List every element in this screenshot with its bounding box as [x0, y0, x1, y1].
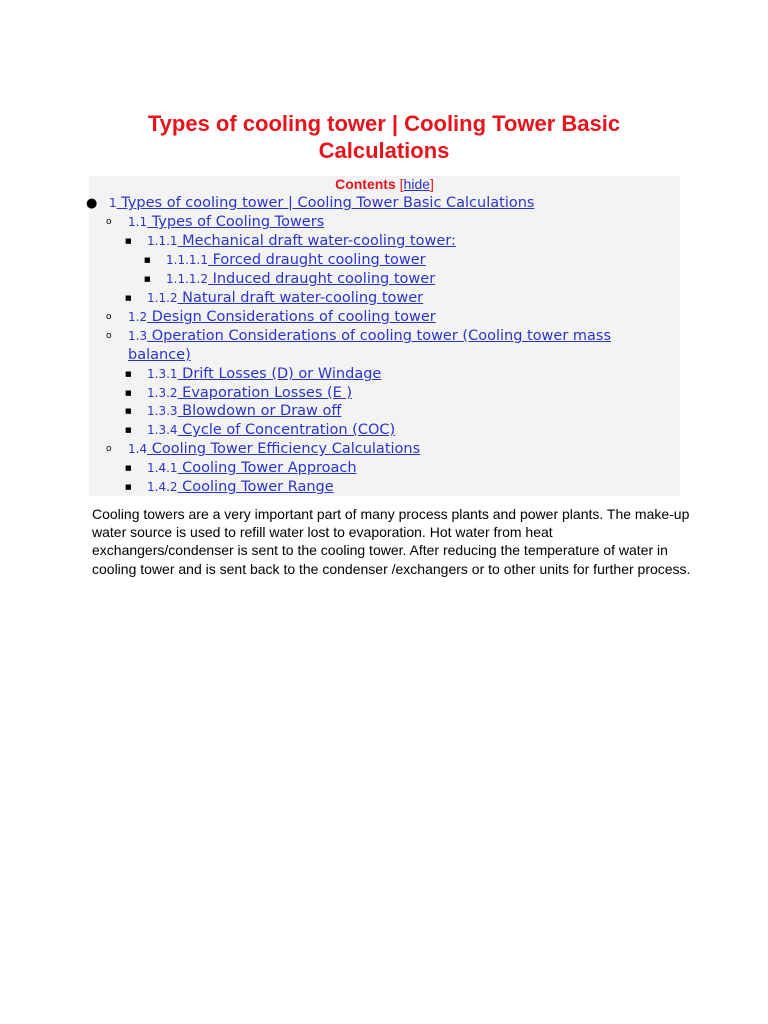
toc-item-number: 1.1.1.2: [166, 272, 208, 286]
bullet-square: ■: [125, 464, 132, 472]
toc-item-number: 1.4.1: [147, 461, 178, 475]
toc-bracket-open: [: [399, 176, 404, 192]
toc-item-1-1-1-2[interactable]: [166, 270, 435, 289]
toc-item-1-3-1[interactable]: [147, 365, 381, 384]
toc-item-link[interactable]: Blowdown or Draw off: [177, 403, 342, 419]
toc-item-1-4-1[interactable]: [147, 459, 357, 478]
toc-item-1-4-2[interactable]: [147, 478, 334, 497]
toc-item-link[interactable]: Induced draught cooling tower: [207, 271, 436, 287]
bullet-square: ■: [144, 256, 151, 264]
page-title-line-2: Calculations: [318, 138, 450, 163]
toc-item-number: 1.3.3: [147, 404, 178, 418]
bullet-square: ■: [125, 237, 132, 245]
toc-item-number: 1.1.2: [147, 291, 178, 305]
bullet-circle: o: [106, 217, 112, 227]
toc-item-number: 1.1: [128, 215, 148, 229]
toc-item-link[interactable]: Mechanical draft water-cooling tower:: [177, 233, 456, 249]
toc-item-number: 1.3.2: [147, 386, 178, 400]
toc-item-number: 1.4: [128, 442, 148, 456]
toc-item-link[interactable]: Types of Cooling Towers: [147, 214, 325, 230]
toc-item-1-1-1[interactable]: [147, 232, 456, 251]
toc-item-1-4[interactable]: [128, 440, 420, 459]
intro-paragraph: Cooling towers are a very important part of many process plants and power plants. The make-up water source is used to refill water lost to evaporation. Hot water from heat exchangers/condenser is sent to the cooling tower. After reducing the temperature of water in cooling tower and is sent back to the condenser /exchangers or to other units for further process.: [92, 506, 691, 577]
toc-item-link[interactable]: Types of cooling tower | Cooling Tower Basic Calculations: [116, 195, 535, 211]
toc-item-number: 1.2: [128, 310, 148, 324]
toc-item-1-1-1-1[interactable]: [166, 251, 426, 270]
bullet-square: ■: [125, 483, 132, 491]
toc-item-number: 1.1.1: [147, 234, 178, 248]
toc-item-link[interactable]: Drift Losses (D) or Windage: [177, 366, 382, 382]
toc-item-1[interactable]: [109, 194, 534, 213]
toc-item-1-3-4[interactable]: [147, 421, 395, 440]
toc-item-link[interactable]: Cooling Tower Approach: [177, 460, 357, 476]
toc-item-1-3-2[interactable]: [147, 384, 352, 403]
page-title: [0, 110, 768, 164]
toc-item-link[interactable]: Cooling Tower Range: [177, 479, 334, 495]
toc-title: Contents: [335, 176, 396, 192]
toc-item-number: 1.1.1.1: [166, 253, 208, 267]
toc-item-1-2[interactable]: [128, 308, 436, 327]
toc-item-number: 1.3.4: [147, 423, 178, 437]
toc-item-1-3-3[interactable]: [147, 402, 341, 421]
toc-item-1-1[interactable]: [128, 213, 324, 232]
toc-bracket-close: ]: [430, 176, 434, 192]
bullet-circle: o: [106, 444, 112, 454]
toc-item-1-3-continued[interactable]: [128, 346, 191, 365]
toc-item-1-1-2[interactable]: [147, 289, 423, 308]
bullet-square: ■: [125, 294, 132, 302]
toc-item-link[interactable]: Evaporation Losses (E ): [177, 385, 353, 401]
toc-item-link[interactable]: Cooling Tower Efficiency Calculations: [147, 441, 421, 457]
toc-hide-link[interactable]: hide: [403, 176, 431, 192]
bullet-circle: o: [106, 331, 112, 341]
toc-item-1-3[interactable]: [128, 327, 611, 346]
toc-item-link[interactable]: Operation Considerations of cooling tower (Cooling tower mass: [147, 328, 612, 344]
bullet-square: ■: [125, 389, 132, 397]
toc-item-link[interactable]: Forced draught cooling tower: [207, 252, 426, 268]
bullet-disc: ●: [86, 196, 98, 211]
toc-item-number: 1.3: [128, 329, 148, 343]
toc-item-number: 1.4.2: [147, 480, 178, 494]
toc-item-number: 1: [109, 196, 117, 210]
bullet-square: ■: [125, 426, 132, 434]
toc-item-link[interactable]: Natural draft water-cooling tower: [177, 290, 424, 306]
toc-item-number: 1.3.1: [147, 367, 178, 381]
bullet-square: ■: [125, 407, 132, 415]
toc-item-link[interactable]: balance): [128, 347, 191, 363]
bullet-square: ■: [144, 275, 151, 283]
toc-item-link[interactable]: Cycle of Concentration (COC): [177, 422, 396, 438]
toc-item-link[interactable]: Design Considerations of cooling tower: [147, 309, 436, 325]
toc-heading: [89, 175, 680, 193]
bullet-circle: o: [106, 312, 112, 322]
page-title-line-1: Types of cooling tower | Cooling Tower Basic: [147, 111, 621, 136]
bullet-square: ■: [125, 370, 132, 378]
